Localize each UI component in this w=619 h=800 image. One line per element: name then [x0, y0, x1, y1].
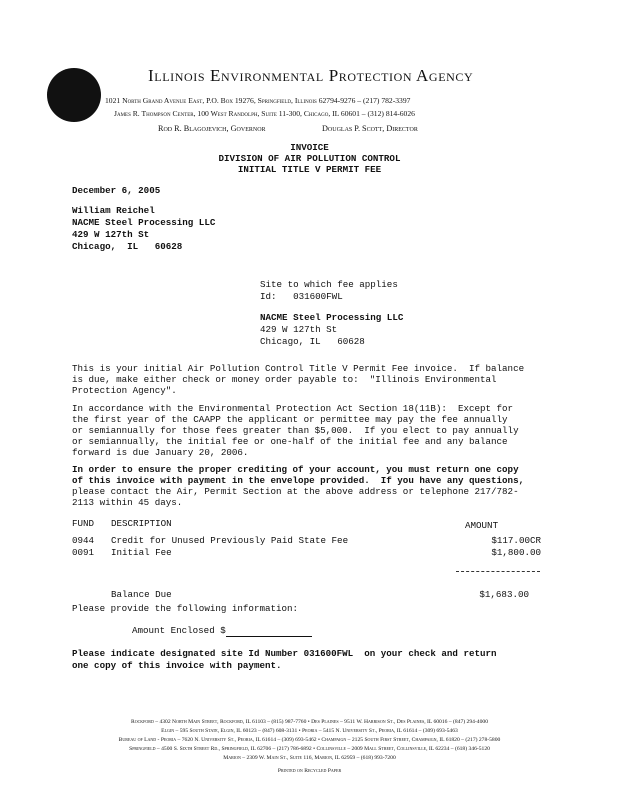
para1-line: Protection Agency". — [72, 385, 177, 396]
invoice-date: December 6, 2005 — [72, 185, 161, 196]
total-divider — [456, 571, 540, 572]
recipient-company: NACME Steel Processing LLC — [72, 217, 216, 228]
row-amount: $117.00CR — [491, 535, 541, 546]
para1-line: is due, make either check or money order payable to: "Illinois Environmental — [72, 374, 497, 385]
row-fund: 0944 — [72, 535, 95, 546]
balance-due-label: Balance Due — [111, 589, 172, 600]
para3-line: please contact the Air, Permit Section at the above address or telephone 217/782- — [72, 486, 519, 497]
site-city: Chicago, IL 60628 — [260, 336, 365, 347]
footer-offices-line: Bureau of Land - Peoria – 7620 N. University St., Peoria, IL 61614 – (309) 693-5462 • Champaign – 2125 South First Street, Champaign, IL 61820 – (217) 278-5800 — [118, 737, 501, 743]
recipient-street: 429 W 127th St — [72, 229, 150, 240]
recycled-paper-note: Printed on Recycled Paper — [277, 768, 342, 774]
para3-line: of this invoice with payment in the envelope provided. If you have any questions, — [72, 475, 525, 486]
amount-enclosed-field[interactable] — [226, 627, 312, 637]
para2-line: the first year of the CAAPP the applicant or permittee may pay the fee annually — [72, 414, 508, 425]
site-company: NACME Steel Processing LLC — [260, 312, 404, 323]
fee-title: INITIAL TITLE V PERMIT FEE — [237, 164, 382, 175]
site-id: Id: 031600FWL — [260, 291, 343, 302]
col-fund-header: FUND — [72, 518, 95, 529]
para2-line: or semiannually for those fees greater than $5,000. If you elect to pay annually — [72, 425, 519, 436]
agency-name: Illinois Environmental Protection Agency — [148, 66, 474, 85]
row-description: Initial Fee — [111, 547, 172, 558]
agency-seal-icon — [47, 68, 101, 122]
footer-offices-line: Rockford – 4302 North Main Street, Rockford, IL 61103 – (815) 987-7760 • Des Plaines – 9511 W. Harrison St., Des Plaines, IL 60016 – (847) 294-4000 — [131, 719, 488, 725]
recipient-name: William Reichel — [72, 205, 155, 216]
para3-line: In order to ensure the proper crediting of your account, you must return one copy — [72, 464, 519, 475]
row-fund: 0091 — [72, 547, 95, 558]
footer-offices-line: Elgin – 595 South State, Elgin, IL 60123 – (847) 608-3131 • Peoria – 5415 N. University St., Peoria, IL 61614 – (309) 693-5463 — [161, 728, 458, 734]
invoice-title: INVOICE — [290, 142, 329, 153]
para2-line: or semiannually, the initial fee or one-half of the initial fee and any balance — [72, 436, 508, 447]
para2-line: In accordance with the Environmental Protection Act Section 18(11B): Except for — [72, 403, 514, 414]
col-amount-header: AMOUNT — [465, 520, 499, 531]
site-label: Site to which fee applies — [260, 279, 398, 290]
recipient-city: Chicago, IL 60628 — [72, 241, 183, 252]
col-description-header: DESCRIPTION — [111, 518, 172, 529]
division-title: DIVISION OF AIR POLLUTION CONTROL — [218, 153, 401, 164]
address-line-1: 1021 North Grand Avenue East, P.O. Box 19276, Springfield, Illinois 62794-9276 – (217) 782-3397 — [105, 96, 411, 105]
director-name: Douglas P. Scott, Director — [322, 124, 418, 133]
para2-line: forward is due January 20, 2006. — [72, 447, 249, 458]
closing-line: one copy of this invoice with payment. — [72, 660, 282, 671]
footer-offices-line: Marion – 2309 W. Main St., Suite 116, Marion, IL 62959 – (618) 993-7200 — [223, 755, 396, 761]
row-amount: $1,800.00 — [491, 547, 541, 558]
site-street: 429 W 127th St — [260, 324, 338, 335]
para3-line: 2113 within 45 days. — [72, 497, 183, 508]
para1-line: This is your initial Air Pollution Control Title V Permit Fee invoice. If balance — [72, 363, 525, 374]
address-line-2: James R. Thompson Center, 100 West Randolph, Suite 11-300, Chicago, IL 60601 – (312) 814-6026 — [114, 109, 415, 118]
governor-name: Rod R. Blagojevich, Governor — [158, 124, 266, 133]
closing-line: Please indicate designated site Id Number 031600FWL on your check and return — [72, 648, 497, 659]
provide-info-text: Please provide the following information: — [72, 603, 299, 614]
amount-enclosed-label: Amount Enclosed $ — [132, 625, 312, 637]
balance-due-amount: $1,683.00 — [479, 589, 529, 600]
row-description: Credit for Unused Previously Paid State Fee — [111, 535, 349, 546]
footer-offices-line: Springfield – 4500 S. Sixth Street Rd., Springfield, IL 62706 – (217) 786-6892 • Collinsville – 2009 Mall Street, Collinsville, IL 62234 – (618) 346-5120 — [129, 746, 490, 752]
